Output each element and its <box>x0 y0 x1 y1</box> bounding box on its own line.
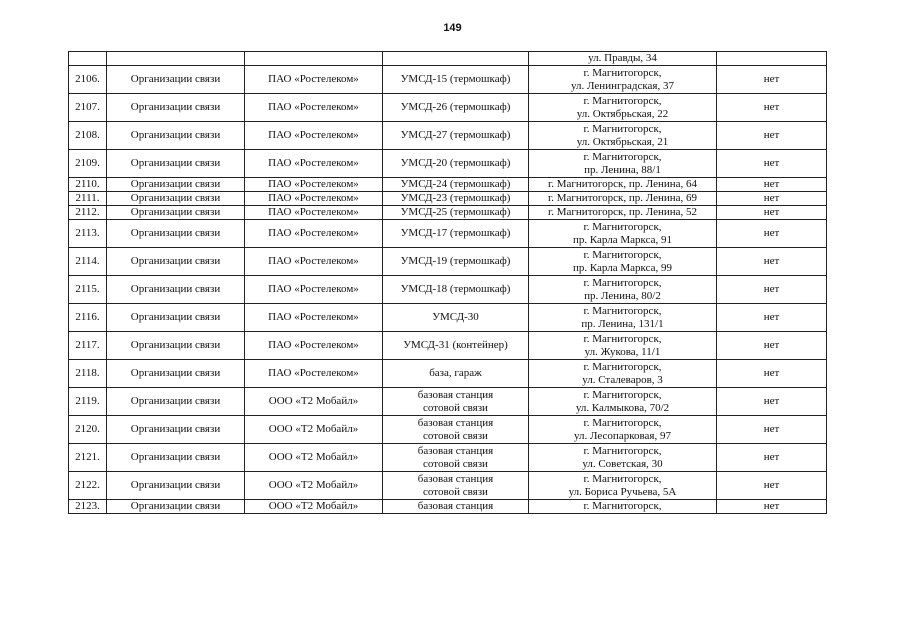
status-cell: нет <box>717 150 827 178</box>
status-cell: нет <box>717 500 827 514</box>
object-name-line: УМСД-27 (термошкаф) <box>400 129 511 141</box>
company-name-cell: ПАО «Ростелеком» <box>245 150 383 178</box>
company-name-cell: ООО «Т2 Мобайл» <box>245 444 383 472</box>
row-number-cell: 2115. <box>69 276 107 304</box>
company-name-cell <box>245 52 383 66</box>
address-line: г. Магнитогорск, <box>583 304 662 317</box>
object-name-line: УМСД-24 (термошкаф) <box>400 178 511 190</box>
row-number-cell: 2122. <box>69 472 107 500</box>
address-cell <box>529 360 717 388</box>
row-number-cell: 2111. <box>69 192 107 206</box>
table-row <box>69 472 827 500</box>
table-row <box>69 304 827 332</box>
object-name-cell <box>383 248 529 276</box>
table-row <box>69 178 827 192</box>
row-number-cell: 2112. <box>69 206 107 220</box>
object-name-line: базовая станция <box>417 388 494 401</box>
row-number-cell: 2117. <box>69 332 107 360</box>
address-cell <box>529 248 717 276</box>
company-name-cell: ПАО «Ростелеком» <box>245 206 383 220</box>
company-name-cell: ПАО «Ростелеком» <box>245 248 383 276</box>
object-name-cell <box>383 178 529 192</box>
object-name-cell <box>383 332 529 360</box>
address-line: г. Магнитогорск, <box>583 66 662 79</box>
status-cell: нет <box>717 472 827 500</box>
object-name-line: УМСД-31 (контейнер) <box>403 339 508 351</box>
status-cell: нет <box>717 220 827 248</box>
address-line: ул. Бориса Ручьева, 5А <box>568 485 677 498</box>
organization-type-cell: Организации связи <box>107 206 245 220</box>
address-line: ул. Лесопарковая, 97 <box>574 429 671 442</box>
object-name-line: база, гараж <box>429 367 482 379</box>
object-name-line: базовая станция <box>417 472 494 485</box>
address-cell <box>529 472 717 500</box>
address-line: г. Магнитогорск, пр. Ленина, 69 <box>547 192 698 204</box>
address-line: г. Магнитогорск, <box>583 276 662 289</box>
address-line: ул. Октябрьская, 22 <box>576 107 669 120</box>
status-cell: нет <box>717 332 827 360</box>
address-cell <box>529 276 717 304</box>
organization-type-cell: Организации связи <box>107 66 245 94</box>
address-cell <box>529 416 717 444</box>
address-line: ул. Сталеваров, 3 <box>582 373 663 386</box>
company-name-cell: ООО «Т2 Мобайл» <box>245 416 383 444</box>
table-row <box>69 206 827 220</box>
object-name-cell <box>383 304 529 332</box>
table-row <box>69 276 827 304</box>
table-row <box>69 94 827 122</box>
table-row <box>69 248 827 276</box>
status-cell: нет <box>717 66 827 94</box>
organization-type-cell: Организации связи <box>107 150 245 178</box>
status-cell <box>717 52 827 66</box>
object-name-cell <box>383 220 529 248</box>
company-name-cell: ПАО «Ростелеком» <box>245 276 383 304</box>
object-name-cell <box>383 472 529 500</box>
table-row <box>69 332 827 360</box>
status-cell: нет <box>717 192 827 206</box>
status-cell: нет <box>717 94 827 122</box>
address-cell <box>529 304 717 332</box>
object-name-cell <box>383 192 529 206</box>
company-name-cell: ПАО «Ростелеком» <box>245 122 383 150</box>
address-line: г. Магнитогорск, <box>583 248 662 261</box>
registry-table-body <box>69 52 827 514</box>
organization-type-cell: Организации связи <box>107 178 245 192</box>
company-name-cell: ПАО «Ростелеком» <box>245 178 383 192</box>
object-name-line: УМСД-20 (термошкаф) <box>400 157 511 169</box>
object-name-line: УМСД-23 (термошкаф) <box>400 192 511 204</box>
address-line: пр. Карла Маркса, 99 <box>572 261 673 274</box>
row-number-cell: 2120. <box>69 416 107 444</box>
status-cell: нет <box>717 304 827 332</box>
object-name-line: сотовой связи <box>423 457 488 470</box>
object-name-line: УМСД-25 (термошкаф) <box>400 206 511 218</box>
address-cell <box>529 150 717 178</box>
table-row <box>69 192 827 206</box>
table-row <box>69 220 827 248</box>
address-cell <box>529 220 717 248</box>
address-line: ул. Ленинградская, 37 <box>571 79 674 92</box>
status-cell: нет <box>717 360 827 388</box>
organization-type-cell: Организации связи <box>107 416 245 444</box>
address-cell <box>529 444 717 472</box>
address-line: г. Магнитогорск, <box>583 388 662 401</box>
object-name-cell <box>383 52 529 66</box>
object-name-line: базовая станция <box>417 444 494 457</box>
address-cell <box>529 52 717 66</box>
status-cell: нет <box>717 388 827 416</box>
address-line: г. Магнитогорск, <box>583 150 662 163</box>
row-number-cell: 2107. <box>69 94 107 122</box>
organization-type-cell: Организации связи <box>107 122 245 150</box>
address-line: г. Магнитогорск, <box>583 472 662 485</box>
address-cell <box>529 122 717 150</box>
object-name-cell <box>383 416 529 444</box>
status-cell: нет <box>717 276 827 304</box>
company-name-cell: ПАО «Ростелеком» <box>245 66 383 94</box>
organization-type-cell: Организации связи <box>107 192 245 206</box>
company-name-cell: ПАО «Ростелеком» <box>245 332 383 360</box>
address-line: г. Магнитогорск, <box>583 444 662 457</box>
object-name-line: базовая станция <box>417 416 494 429</box>
row-number-cell: 2118. <box>69 360 107 388</box>
row-number-cell: 2109. <box>69 150 107 178</box>
row-number-cell: 2108. <box>69 122 107 150</box>
company-name-cell: ООО «Т2 Мобайл» <box>245 472 383 500</box>
address-cell <box>529 332 717 360</box>
address-line: пр. Карла Маркса, 91 <box>572 233 673 246</box>
organization-type-cell: Организации связи <box>107 444 245 472</box>
company-name-cell: ПАО «Ростелеком» <box>245 192 383 206</box>
status-cell: нет <box>717 248 827 276</box>
object-name-cell <box>383 444 529 472</box>
object-name-line: УМСД-18 (термошкаф) <box>400 283 511 295</box>
object-name-cell <box>383 388 529 416</box>
address-cell <box>529 388 717 416</box>
address-line: ул. Правды, 34 <box>588 52 657 64</box>
address-cell <box>529 178 717 192</box>
address-cell <box>529 192 717 206</box>
table-row <box>69 360 827 388</box>
object-name-cell <box>383 150 529 178</box>
object-name-line: УМСД-17 (термошкаф) <box>400 227 511 239</box>
address-line: г. Магнитогорск, пр. Ленина, 64 <box>547 178 698 190</box>
company-name-cell: ООО «Т2 Мобайл» <box>245 500 383 514</box>
organization-type-cell: Организации связи <box>107 304 245 332</box>
address-line: г. Магнитогорск, <box>583 94 662 107</box>
address-line: г. Магнитогорск, <box>583 416 662 429</box>
row-number-cell: 2110. <box>69 178 107 192</box>
table-row <box>69 500 827 514</box>
organization-type-cell <box>107 52 245 66</box>
organization-type-cell: Организации связи <box>107 472 245 500</box>
status-cell: нет <box>717 122 827 150</box>
row-number-cell: 2114. <box>69 248 107 276</box>
row-number-cell: 2123. <box>69 500 107 514</box>
object-name-cell <box>383 66 529 94</box>
address-line: г. Магнитогорск, <box>583 500 662 512</box>
status-cell: нет <box>717 206 827 220</box>
object-name-line: УМСД-30 <box>432 311 479 323</box>
address-line: ул. Советская, 30 <box>582 457 663 470</box>
address-line: пр. Ленина, 80/2 <box>584 289 661 302</box>
object-name-cell <box>383 500 529 514</box>
address-cell <box>529 66 717 94</box>
page-number: 149 <box>443 22 462 34</box>
organization-type-cell: Организации связи <box>107 220 245 248</box>
organization-type-cell: Организации связи <box>107 276 245 304</box>
row-number-cell: 2113. <box>69 220 107 248</box>
company-name-cell: ООО «Т2 Мобайл» <box>245 388 383 416</box>
status-cell: нет <box>717 416 827 444</box>
address-line: ул. Жукова, 11/1 <box>584 345 661 358</box>
company-name-cell: ПАО «Ростелеком» <box>245 220 383 248</box>
address-line: пр. Ленина, 131/1 <box>581 317 664 330</box>
row-number-cell <box>69 52 107 66</box>
object-name-cell <box>383 122 529 150</box>
object-name-line: сотовой связи <box>423 485 488 498</box>
row-number-cell: 2116. <box>69 304 107 332</box>
organization-type-cell: Организации связи <box>107 360 245 388</box>
object-name-cell <box>383 94 529 122</box>
table-row <box>69 66 827 94</box>
company-name-cell: ПАО «Ростелеком» <box>245 94 383 122</box>
organization-type-cell: Организации связи <box>107 332 245 360</box>
object-name-line: сотовой связи <box>423 401 488 414</box>
object-name-line: базовая станция <box>417 500 494 512</box>
address-line: г. Магнитогорск, пр. Ленина, 52 <box>547 206 698 218</box>
status-cell: нет <box>717 444 827 472</box>
row-number-cell: 2121. <box>69 444 107 472</box>
status-cell: нет <box>717 178 827 192</box>
object-name-line: УМСД-15 (термошкаф) <box>400 73 511 85</box>
registry-table <box>68 51 827 514</box>
company-name-cell: ПАО «Ростелеком» <box>245 304 383 332</box>
object-name-cell <box>383 360 529 388</box>
table-row <box>69 388 827 416</box>
address-cell <box>529 500 717 514</box>
company-name-cell: ПАО «Ростелеком» <box>245 360 383 388</box>
address-cell <box>529 94 717 122</box>
address-line: пр. Ленина, 88/1 <box>584 163 661 176</box>
object-name-line: УМСД-19 (термошкаф) <box>400 255 511 267</box>
organization-type-cell: Организации связи <box>107 500 245 514</box>
address-line: г. Магнитогорск, <box>583 360 662 373</box>
row-number-cell: 2119. <box>69 388 107 416</box>
address-line: ул. Калмыкова, 70/2 <box>575 401 670 414</box>
table-row <box>69 150 827 178</box>
organization-type-cell: Организации связи <box>107 388 245 416</box>
row-number-cell: 2106. <box>69 66 107 94</box>
table-row <box>69 416 827 444</box>
object-name-cell <box>383 206 529 220</box>
object-name-line: УМСД-26 (термошкаф) <box>400 101 511 113</box>
table-row <box>69 52 827 66</box>
address-line: г. Магнитогорск, <box>583 122 662 135</box>
table-row <box>69 122 827 150</box>
object-name-cell <box>383 276 529 304</box>
address-line: г. Магнитогорск, <box>583 220 662 233</box>
organization-type-cell: Организации связи <box>107 94 245 122</box>
address-cell <box>529 206 717 220</box>
table-row <box>69 444 827 472</box>
object-name-line: сотовой связи <box>423 429 488 442</box>
address-line: г. Магнитогорск, <box>583 332 662 345</box>
organization-type-cell: Организации связи <box>107 248 245 276</box>
address-line: ул. Октябрьская, 21 <box>576 135 669 148</box>
